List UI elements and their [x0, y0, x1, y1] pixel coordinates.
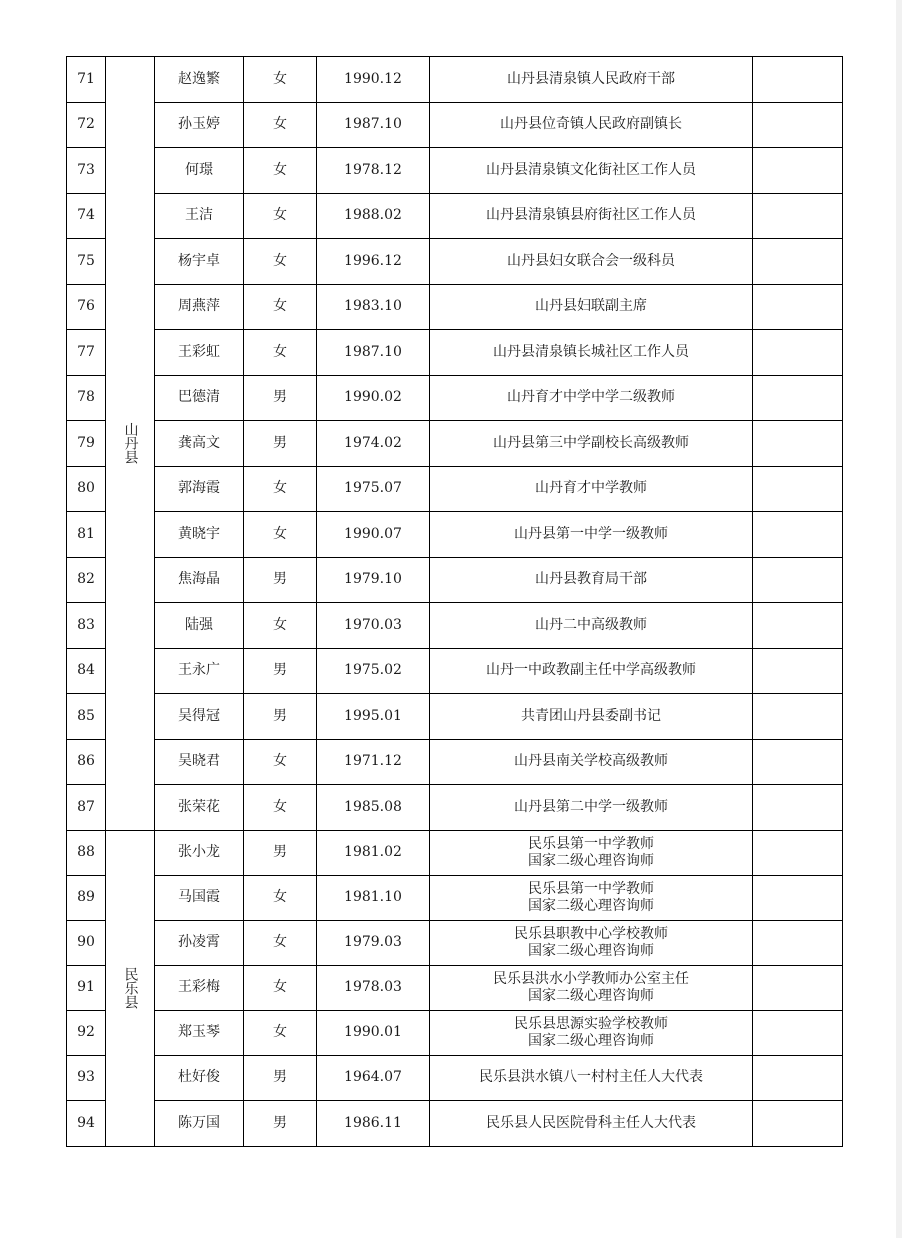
table-row	[67, 239, 843, 285]
gender-cell: 女	[244, 739, 317, 785]
position-line: 国家二级心理咨询师	[528, 987, 654, 1004]
birth-cell: 1975.02	[317, 648, 430, 694]
remark-cell	[753, 57, 843, 103]
birth-cell: 1970.03	[317, 603, 430, 649]
name-cell: 郭海霞	[155, 466, 244, 512]
position-cell	[430, 603, 753, 649]
table-row	[67, 830, 843, 875]
row-number: 72	[67, 102, 106, 148]
name-cell: 王洁	[155, 193, 244, 239]
name-cell: 巴德清	[155, 375, 244, 421]
row-number: 74	[67, 193, 106, 239]
position-cell	[430, 148, 753, 194]
remark-cell	[753, 965, 843, 1010]
gender-cell: 女	[244, 148, 317, 194]
gender-cell: 男	[244, 557, 317, 603]
position-line: 山丹县第三中学副校长高级教师	[493, 434, 689, 451]
row-number: 80	[67, 466, 106, 512]
birth-cell: 1995.01	[317, 694, 430, 740]
table-row	[67, 965, 843, 1010]
row-number: 93	[67, 1055, 106, 1101]
table-row	[67, 193, 843, 239]
position-line: 民乐县洪水小学教师办公室主任	[493, 970, 689, 987]
remark-cell	[753, 830, 843, 875]
gender-cell: 女	[244, 193, 317, 239]
position-cell	[430, 193, 753, 239]
position-cell	[430, 965, 753, 1010]
name-cell: 孙玉婷	[155, 102, 244, 148]
birth-cell: 1988.02	[317, 193, 430, 239]
gender-cell: 女	[244, 1010, 317, 1055]
position-cell	[430, 1055, 753, 1101]
table-row	[67, 1010, 843, 1055]
remark-cell	[753, 239, 843, 285]
table-row	[67, 1055, 843, 1101]
position-cell	[430, 330, 753, 376]
birth-cell: 1971.12	[317, 739, 430, 785]
remark-cell	[753, 421, 843, 467]
birth-cell: 1985.08	[317, 785, 430, 831]
gender-cell: 女	[244, 512, 317, 558]
name-cell: 杜好俊	[155, 1055, 244, 1101]
position-line: 民乐县第一中学教师	[528, 880, 654, 897]
gender-cell: 男	[244, 375, 317, 421]
gender-cell: 男	[244, 694, 317, 740]
row-number: 84	[67, 648, 106, 694]
birth-cell: 1990.07	[317, 512, 430, 558]
position-line: 山丹县清泉镇县府街社区工作人员	[486, 207, 696, 224]
row-number: 76	[67, 284, 106, 330]
position-cell	[430, 284, 753, 330]
row-number: 87	[67, 785, 106, 831]
birth-cell: 1983.10	[317, 284, 430, 330]
birth-cell: 1974.02	[317, 421, 430, 467]
name-cell: 吴晓君	[155, 739, 244, 785]
row-number: 75	[67, 239, 106, 285]
row-number: 83	[67, 603, 106, 649]
position-cell	[430, 57, 753, 103]
row-number: 77	[67, 330, 106, 376]
position-line: 民乐县第一中学教师	[528, 835, 654, 852]
gender-cell: 女	[244, 920, 317, 965]
position-cell	[430, 557, 753, 603]
gender-cell: 女	[244, 965, 317, 1010]
row-number: 78	[67, 375, 106, 421]
position-line: 山丹二中高级教师	[535, 616, 647, 633]
birth-cell: 1987.10	[317, 102, 430, 148]
gender-cell: 女	[244, 102, 317, 148]
gender-cell: 男	[244, 1101, 317, 1147]
position-line: 国家二级心理咨询师	[528, 1032, 654, 1049]
name-cell: 黄晓宇	[155, 512, 244, 558]
position-cell	[430, 466, 753, 512]
position-line: 民乐县洪水镇八一村村主任人大代表	[479, 1069, 703, 1086]
position-cell	[430, 830, 753, 875]
table-row	[67, 1101, 843, 1147]
remark-cell	[753, 193, 843, 239]
position-line: 国家二级心理咨询师	[528, 852, 654, 869]
remark-cell	[753, 148, 843, 194]
roster-body	[67, 57, 843, 1147]
position-line: 山丹育才中学教师	[535, 480, 647, 497]
remark-cell	[753, 875, 843, 920]
name-cell: 王彩虹	[155, 330, 244, 376]
gender-cell: 女	[244, 284, 317, 330]
gender-cell: 女	[244, 785, 317, 831]
position-line: 山丹县教育局干部	[535, 571, 647, 588]
remark-cell	[753, 1055, 843, 1101]
birth-cell: 1979.03	[317, 920, 430, 965]
position-line: 山丹县清泉镇长城社区工作人员	[493, 343, 689, 360]
row-number: 88	[67, 830, 106, 875]
table-row	[67, 875, 843, 920]
table-row	[67, 603, 843, 649]
position-line: 国家二级心理咨询师	[528, 897, 654, 914]
table-row	[67, 57, 843, 103]
birth-cell: 1987.10	[317, 330, 430, 376]
remark-cell	[753, 557, 843, 603]
row-number: 79	[67, 421, 106, 467]
position-cell	[430, 239, 753, 285]
remark-cell	[753, 375, 843, 421]
table-row	[67, 148, 843, 194]
position-cell	[430, 648, 753, 694]
county-cell	[106, 57, 155, 831]
row-number: 86	[67, 739, 106, 785]
remark-cell	[753, 603, 843, 649]
name-cell: 赵逸繁	[155, 57, 244, 103]
position-line: 山丹县南关学校高级教师	[514, 753, 668, 770]
name-cell: 张荣花	[155, 785, 244, 831]
birth-cell: 1981.10	[317, 875, 430, 920]
name-cell: 周燕萍	[155, 284, 244, 330]
position-cell	[430, 512, 753, 558]
position-cell	[430, 421, 753, 467]
table-row	[67, 557, 843, 603]
birth-cell: 1990.01	[317, 1010, 430, 1055]
birth-cell: 1996.12	[317, 239, 430, 285]
remark-cell	[753, 284, 843, 330]
birth-cell: 1978.03	[317, 965, 430, 1010]
position-line: 民乐县思源实验学校教师	[514, 1015, 668, 1032]
remark-cell	[753, 785, 843, 831]
position-cell	[430, 375, 753, 421]
position-cell	[430, 102, 753, 148]
gender-cell: 女	[244, 875, 317, 920]
birth-cell: 1975.07	[317, 466, 430, 512]
name-cell: 王彩梅	[155, 965, 244, 1010]
position-cell	[430, 1010, 753, 1055]
remark-cell	[753, 466, 843, 512]
position-cell	[430, 1101, 753, 1147]
table-row	[67, 694, 843, 740]
gender-cell: 女	[244, 57, 317, 103]
birth-cell: 1979.10	[317, 557, 430, 603]
table-row	[67, 330, 843, 376]
row-number: 90	[67, 920, 106, 965]
name-cell: 何璟	[155, 148, 244, 194]
remark-cell	[753, 330, 843, 376]
name-cell: 孙凌霄	[155, 920, 244, 965]
birth-cell: 1978.12	[317, 148, 430, 194]
name-cell: 马国霞	[155, 875, 244, 920]
row-number: 92	[67, 1010, 106, 1055]
remark-cell	[753, 648, 843, 694]
row-number: 81	[67, 512, 106, 558]
table-row	[67, 648, 843, 694]
row-number: 71	[67, 57, 106, 103]
row-number: 89	[67, 875, 106, 920]
birth-cell: 1964.07	[317, 1055, 430, 1101]
table-row	[67, 739, 843, 785]
gender-cell: 男	[244, 421, 317, 467]
remark-cell	[753, 1010, 843, 1055]
position-cell	[430, 694, 753, 740]
remark-cell	[753, 694, 843, 740]
gender-cell: 男	[244, 1055, 317, 1101]
county-label: 民乐县	[122, 967, 139, 1009]
birth-cell: 1981.02	[317, 830, 430, 875]
position-cell	[430, 739, 753, 785]
row-number: 94	[67, 1101, 106, 1147]
name-cell: 龚高文	[155, 421, 244, 467]
table-row	[67, 284, 843, 330]
county-label: 山丹县	[122, 422, 139, 465]
name-cell: 张小龙	[155, 830, 244, 875]
position-line: 山丹县妇女联合会一级科员	[507, 252, 675, 269]
name-cell: 杨宇卓	[155, 239, 244, 285]
gender-cell: 男	[244, 648, 317, 694]
gender-cell: 女	[244, 466, 317, 512]
table-row	[67, 375, 843, 421]
position-line: 山丹育才中学中学二级教师	[507, 389, 675, 406]
row-number: 82	[67, 557, 106, 603]
position-line: 民乐县人民医院骨科主任人大代表	[486, 1114, 696, 1131]
position-line: 山丹县清泉镇人民政府干部	[507, 70, 675, 87]
remark-cell	[753, 739, 843, 785]
position-line: 山丹县位奇镇人民政府副镇长	[500, 116, 682, 133]
gender-cell: 男	[244, 830, 317, 875]
position-line: 山丹县妇联副主席	[535, 298, 647, 315]
table-row	[67, 466, 843, 512]
table-row	[67, 920, 843, 965]
position-line: 山丹一中政教副主任中学高级教师	[486, 662, 696, 679]
table-row	[67, 512, 843, 558]
position-cell	[430, 875, 753, 920]
row-number: 85	[67, 694, 106, 740]
gender-cell: 女	[244, 603, 317, 649]
position-line: 国家二级心理咨询师	[528, 942, 654, 959]
name-cell: 陆强	[155, 603, 244, 649]
name-cell: 陈万国	[155, 1101, 244, 1147]
remark-cell	[753, 1101, 843, 1147]
name-cell: 郑玉琴	[155, 1010, 244, 1055]
position-line: 山丹县清泉镇文化街社区工作人员	[486, 161, 696, 178]
birth-cell: 1990.02	[317, 375, 430, 421]
position-cell	[430, 785, 753, 831]
birth-cell: 1990.12	[317, 57, 430, 103]
table-row	[67, 421, 843, 467]
remark-cell	[753, 102, 843, 148]
remark-cell	[753, 512, 843, 558]
gender-cell: 女	[244, 239, 317, 285]
remark-cell	[753, 920, 843, 965]
page-right-edge	[896, 0, 902, 1238]
gender-cell: 女	[244, 330, 317, 376]
table-row	[67, 785, 843, 831]
birth-cell: 1986.11	[317, 1101, 430, 1147]
position-cell	[430, 920, 753, 965]
position-line: 民乐县职教中心学校教师	[514, 925, 668, 942]
table-row	[67, 102, 843, 148]
name-cell: 吴得冠	[155, 694, 244, 740]
row-number: 73	[67, 148, 106, 194]
county-cell	[106, 830, 155, 1146]
roster-table	[66, 56, 843, 1147]
name-cell: 焦海晶	[155, 557, 244, 603]
name-cell: 王永广	[155, 648, 244, 694]
row-number: 91	[67, 965, 106, 1010]
position-line: 山丹县第一中学一级教师	[514, 525, 668, 542]
position-line: 共青团山丹县委副书记	[521, 707, 661, 724]
position-line: 山丹县第二中学一级教师	[514, 798, 668, 815]
